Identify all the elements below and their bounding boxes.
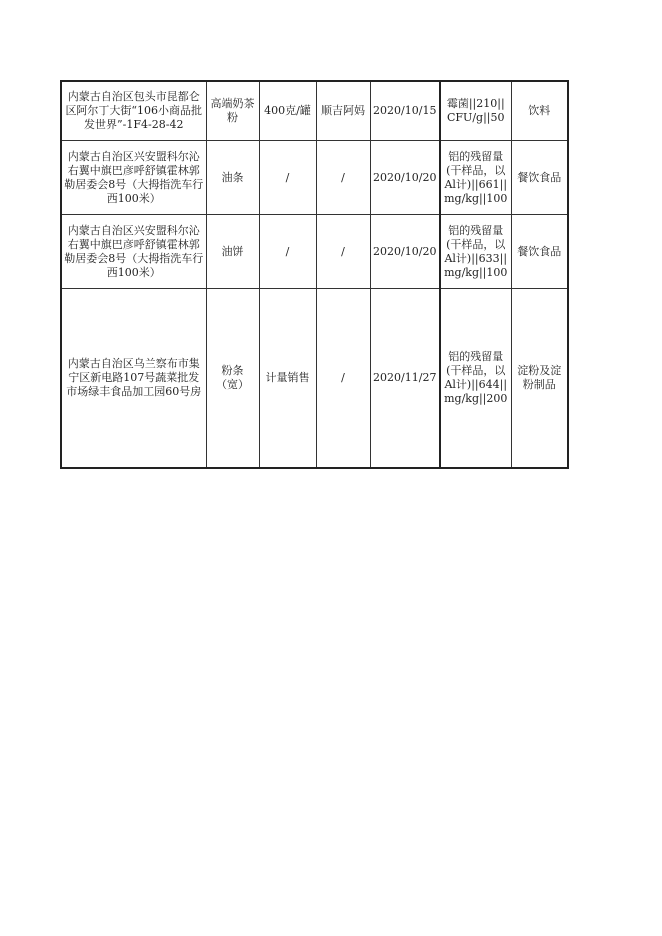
product-cell: 粉条（宽） [206,289,259,469]
spec-cell: / [259,141,316,215]
address-cell: 内蒙古自治区兴安盟科尔沁右翼中旗巴彦呼舒镇霍林郭勒居委会8号（大拇指洗车行西100米） [61,215,206,289]
test-item-cell: 铝的残留量(干样品，以Al计)||633||mg/kg||100 [440,215,511,289]
date-cell: 2020/10/20 [370,215,440,289]
category-cell: 饮料 [511,81,568,141]
address-cell: 内蒙古自治区包头市昆都仑区阿尔丁大街“106小商品批发世界”-1F4-28-42 [61,81,206,141]
test-item-cell: 霉菌||210||CFU/g||50 [440,81,511,141]
inspection-table [60,80,569,469]
brand-cell: 顺吉阿妈 [316,81,370,141]
product-cell: 高端奶茶粉 [206,81,259,141]
category-cell: 餐饮食品 [511,141,568,215]
category-cell: 淀粉及淀粉制品 [511,289,568,469]
table-row [61,289,568,469]
date-cell: 2020/10/15 [370,81,440,141]
brand-cell: / [316,215,370,289]
address-cell: 内蒙古自治区乌兰察布市集宁区新电路107号蔬菜批发市场绿丰食品加工园60号房 [61,289,206,469]
test-item-cell: 铝的残留量(干样品，以Al计)||644||mg/kg||200 [440,289,511,469]
test-item-cell: 铝的残留量(干样品，以Al计)||661||mg/kg||100 [440,141,511,215]
table-row [61,141,568,215]
date-cell: 2020/11/27 [370,289,440,469]
brand-cell: / [316,141,370,215]
address-cell: 内蒙古自治区兴安盟科尔沁右翼中旗巴彦呼舒镇霍林郭勒居委会8号（大拇指洗车行西100米） [61,141,206,215]
product-cell: 油条 [206,141,259,215]
spec-cell: 计量销售 [259,289,316,469]
date-cell: 2020/10/20 [370,141,440,215]
table-row [61,81,568,141]
table-row [61,215,568,289]
category-cell: 餐饮食品 [511,215,568,289]
spec-cell: 400克/罐 [259,81,316,141]
brand-cell: / [316,289,370,469]
spec-cell: / [259,215,316,289]
product-cell: 油饼 [206,215,259,289]
